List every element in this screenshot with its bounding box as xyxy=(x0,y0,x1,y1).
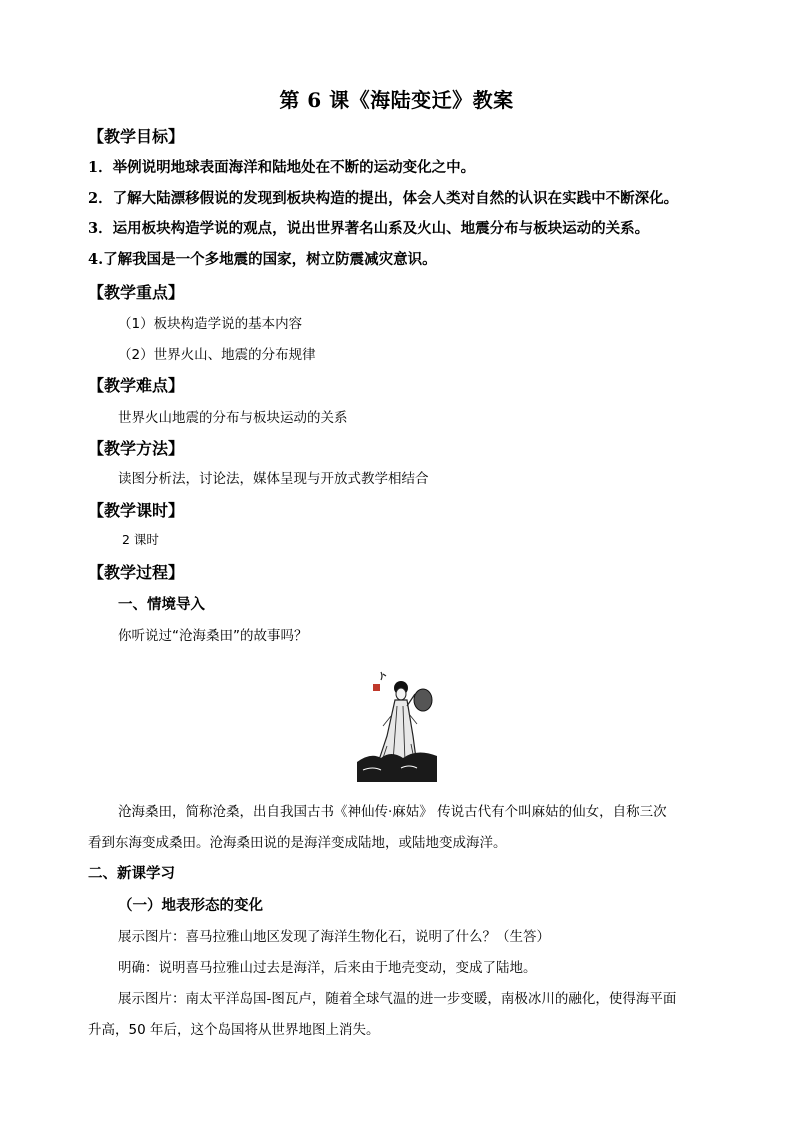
show1-text: 展示图片：喜马拉雅山地区发现了海洋生物化石，说明了什么？（生答） xyxy=(118,929,550,945)
part1-question: 你听说过“沧海桑田”的故事吗？ xyxy=(118,628,308,644)
hours-text: 2 课时 xyxy=(122,532,159,547)
process-heading: 【教学过程】 xyxy=(88,563,185,582)
show2-line: 升高，50 年后，这个岛国将从世界地图上消失。 xyxy=(88,1022,380,1038)
page-title: 第 6 课《海陆变迁》教案 xyxy=(279,88,514,112)
hours-heading: 【教学课时】 xyxy=(88,501,185,520)
objective-item: 3．运用板块构造学说的观点，说出世界著名山系及火山、地震分布与板块运动的关系。 xyxy=(88,220,650,237)
show2-line: 展示图片：南太平洋岛国-图瓦卢，随着全球气温的进一步变暖，南极冰川的融化，使得海平面 xyxy=(118,991,677,1007)
story-line: 沧海桑田，简称沧桑，出自我国古书《神仙传·麻姑》 传说古代有个叫麻姑的仙女，自称三次 xyxy=(118,804,667,820)
key-point-item: （1）板块构造学说的基本内容 xyxy=(118,316,303,332)
magu-fairy-illustration xyxy=(357,666,437,782)
objectives-heading: 【教学目标】 xyxy=(88,127,185,146)
key-points-heading: 【教学重点】 xyxy=(88,283,185,302)
objective-item: 1．举例说明地球表面海洋和陆地处在不断的运动变化之中。 xyxy=(88,159,476,176)
sub1-heading: （一）地表形态的变化 xyxy=(118,897,263,914)
key-point-item: （2）世界火山、地震的分布规律 xyxy=(118,347,316,363)
difficulty-text: 世界火山地震的分布与板块运动的关系 xyxy=(118,410,348,426)
difficulty-heading: 【教学难点】 xyxy=(88,376,185,395)
methods-heading: 【教学方法】 xyxy=(88,439,185,458)
objective-item: 2．了解大陆漂移假说的发现到板块构造的提出，体会人类对自然的认识在实践中不断深化。 xyxy=(88,190,679,207)
part1-heading: 一、情境导入 xyxy=(118,596,205,613)
methods-text: 读图分析法，讨论法，媒体呈现与开放式教学相结合 xyxy=(118,471,429,487)
objective-item: 4.了解我国是一个多地震的国家，树立防震减灾意识。 xyxy=(88,251,437,268)
part2-heading: 二、新课学习 xyxy=(88,865,175,882)
story-line: 看到东海变成桑田。沧海桑田说的是海洋变成陆地，或陆地变成海洋。 xyxy=(88,835,507,851)
clarify-text: 明确：说明喜马拉雅山过去是海洋，后来由于地壳变动，变成了陆地。 xyxy=(118,960,537,976)
